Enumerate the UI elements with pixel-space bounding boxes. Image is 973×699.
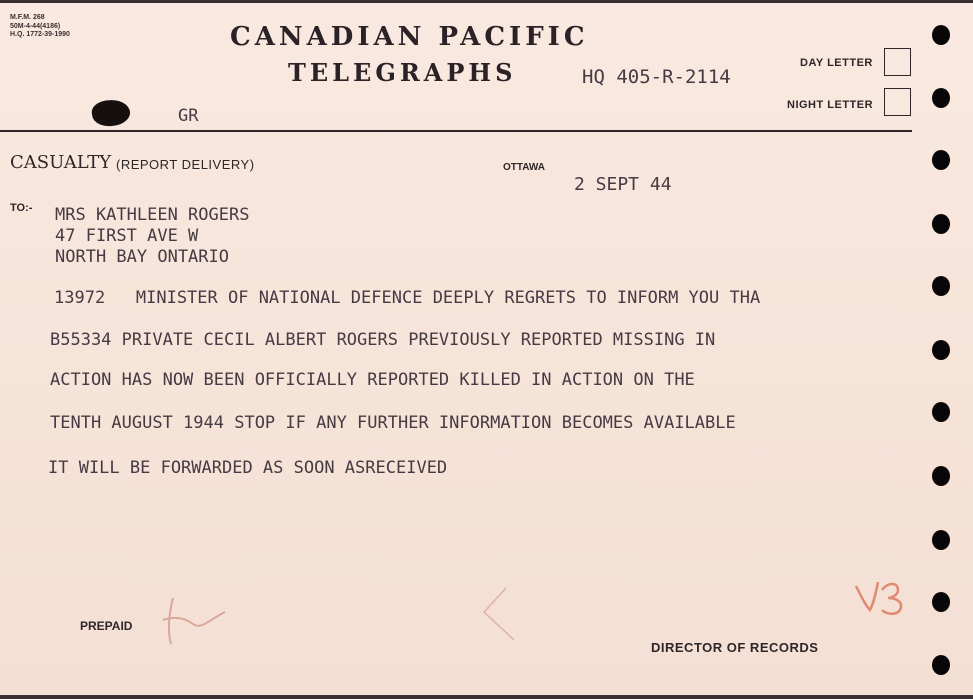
top-edge bbox=[0, 0, 973, 3]
punch-hole-icon bbox=[932, 530, 950, 550]
form-codes bbox=[10, 14, 70, 40]
message-line: B55334 PRIVATE CECIL ALBERT ROGERS PREVIOUSLY REPORTED MISSING IN bbox=[50, 330, 716, 350]
company-name: CANADIAN PACIFIC bbox=[230, 22, 589, 52]
message-line: IT WILL BE FORWARDED AS SOON ASRECEIVED bbox=[48, 458, 448, 478]
night-letter-checkbox bbox=[884, 88, 911, 116]
bottom-edge bbox=[0, 695, 973, 699]
recipient-name: MRS KATHLEEN ROGERS bbox=[55, 205, 250, 225]
sent-date: 2 SEPT 44 bbox=[574, 174, 672, 195]
message-reference: HQ 405-R-2114 bbox=[582, 66, 731, 88]
recipient-city: NORTH BAY ONTARIO bbox=[55, 247, 229, 267]
punch-hole-icon bbox=[932, 402, 950, 422]
gr-code: GR bbox=[178, 106, 199, 126]
punch-hole-icon bbox=[932, 276, 950, 296]
recipient-street: 47 FIRST AVE W bbox=[55, 226, 199, 246]
punch-hole-icon bbox=[932, 214, 950, 234]
form-code: H.Q. 1772-39-1990 bbox=[10, 31, 70, 38]
punch-hole-icon bbox=[932, 150, 950, 170]
punch-hole-icon bbox=[932, 340, 950, 360]
prepaid-label: PREPAID bbox=[80, 619, 133, 633]
red-handwritten-mark bbox=[852, 572, 922, 622]
night-letter-label: NIGHT LETTER bbox=[787, 99, 874, 111]
to-label: TO:- bbox=[10, 202, 33, 214]
classification-subtitle: (REPORT DELIVERY) bbox=[116, 157, 255, 172]
message-line: TENTH AUGUST 1944 STOP IF ANY FURTHER INFORMATION BECOMES AVAILABLE bbox=[50, 413, 736, 433]
punch-hole-icon bbox=[932, 466, 950, 486]
pencil-check-mark bbox=[470, 582, 530, 652]
day-letter-label: DAY LETTER bbox=[800, 57, 873, 69]
day-letter-checkbox bbox=[884, 48, 911, 76]
punch-hole-icon bbox=[932, 88, 950, 108]
company-division: TELEGRAPHS bbox=[288, 58, 517, 87]
punch-hole-icon bbox=[932, 592, 950, 612]
punch-hole-icon bbox=[932, 655, 950, 675]
header-divider bbox=[0, 130, 912, 132]
handwritten-initials-mark bbox=[155, 590, 235, 650]
message-line: 13972 MINISTER OF NATIONAL DEFENCE DEEPLY REGRETS TO INFORM YOU THA bbox=[54, 288, 761, 308]
message-line: ACTION HAS NOW BEEN OFFICIALLY REPORTED KILLED IN ACTION ON THE bbox=[50, 370, 695, 390]
form-code: M.F.M. 268 bbox=[10, 14, 45, 21]
punch-hole-icon bbox=[932, 25, 950, 45]
origin-office: OTTAWA bbox=[503, 162, 546, 173]
signature-line: DIRECTOR OF RECORDS bbox=[651, 640, 819, 655]
classification-title: CASUALTY bbox=[10, 152, 112, 173]
form-code: 50M-4-44(4186) bbox=[10, 22, 61, 30]
